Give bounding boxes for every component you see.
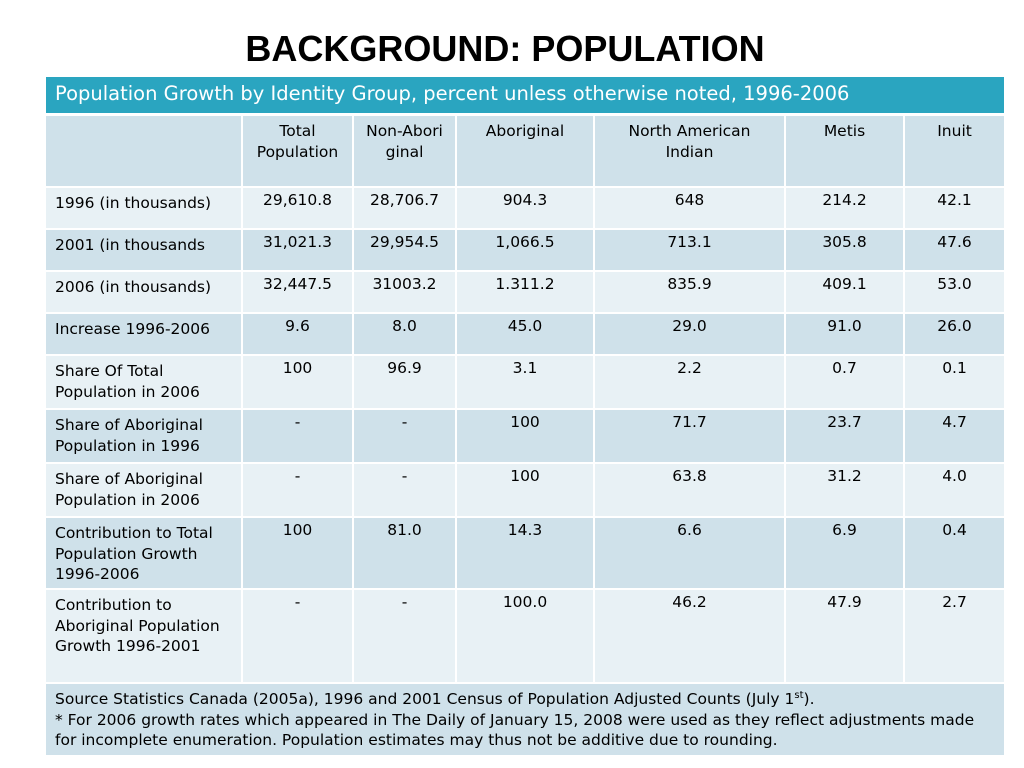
table-cell: 28,706.7 (353, 187, 456, 229)
row-label: Share of Aboriginal Population in 1996 (45, 409, 242, 463)
header-cell-non-aboriginal: Non-Aboriginal (353, 115, 456, 188)
table-cell: 214.2 (785, 187, 904, 229)
table-cell: 23.7 (785, 409, 904, 463)
table-cell: 9.6 (242, 313, 353, 355)
table-cell: 29,610.8 (242, 187, 353, 229)
table-cell: 0.4 (904, 517, 1005, 589)
header-cell-blank (45, 115, 242, 188)
table-cell: 713.1 (594, 229, 785, 271)
row-label: 2006 (in thousands) (45, 271, 242, 313)
header-cell-total-population: Total Population (242, 115, 353, 188)
table-row (45, 589, 1005, 683)
adjustment-note: * For 2006 growth rates which appeared in The Daily of January 15, 2008 were used as they reflect adjustments made for incomplete enumeration. Population estimates may thus not be additive due to rounding. (55, 710, 975, 749)
table-cell: 100 (456, 409, 594, 463)
table-cell: 409.1 (785, 271, 904, 313)
table-caption-row (45, 76, 1005, 115)
table-cell: - (242, 409, 353, 463)
source-text-end: ). (803, 690, 815, 708)
table-cell: 1,066.5 (456, 229, 594, 271)
table-cell: 6.9 (785, 517, 904, 589)
table-row (45, 355, 1005, 409)
row-label: 2001 (in thousands (45, 229, 242, 271)
table-cell: 47.9 (785, 589, 904, 683)
table-cell: - (353, 589, 456, 683)
table-cell: 8.0 (353, 313, 456, 355)
table-cell: 6.6 (594, 517, 785, 589)
table-cell: 96.9 (353, 355, 456, 409)
table-cell: 63.8 (594, 463, 785, 517)
table-row (45, 313, 1005, 355)
table-cell: - (353, 409, 456, 463)
table-cell: 91.0 (785, 313, 904, 355)
table-cell: 648 (594, 187, 785, 229)
header-cell-north-american-indian: North American Indian (594, 115, 785, 188)
table-cell: 3.1 (456, 355, 594, 409)
row-label: Share Of Total Population in 2006 (45, 355, 242, 409)
table-row (45, 409, 1005, 463)
table-cell: - (242, 463, 353, 517)
table-cell: 81.0 (353, 517, 456, 589)
source-superscript: st (794, 689, 804, 701)
table-cell: 835.9 (594, 271, 785, 313)
table-cell: 53.0 (904, 271, 1005, 313)
table-cell: 14.3 (456, 517, 594, 589)
table-cell: 45.0 (456, 313, 594, 355)
header-cell-metis: Metis (785, 115, 904, 188)
table-cell: 31,021.3 (242, 229, 353, 271)
table-cell: 31.2 (785, 463, 904, 517)
table-cell: 29,954.5 (353, 229, 456, 271)
row-label: 1996 (in thousands) (45, 187, 242, 229)
table-cell: 29.0 (594, 313, 785, 355)
table-header-row (45, 115, 1005, 188)
table-cell: 32,447.5 (242, 271, 353, 313)
header-cell-aboriginal: Aboriginal (456, 115, 594, 188)
table-row (45, 187, 1005, 229)
row-label: Contribution to Aboriginal Population Growth 1996-2001 (45, 589, 242, 683)
table-cell: 305.8 (785, 229, 904, 271)
table-row (45, 229, 1005, 271)
table-row (45, 463, 1005, 517)
table-cell: - (242, 589, 353, 683)
row-label: Share of Aboriginal Population in 2006 (45, 463, 242, 517)
table-cell: 26.0 (904, 313, 1005, 355)
table-footnote-row (45, 683, 1005, 756)
table-cell: 2.7 (904, 589, 1005, 683)
source-text: Source Statistics Canada (2005a), 1996 and 2001 Census of Population Adjusted Counts (July 1 (55, 690, 795, 708)
table-cell: 100.0 (456, 589, 594, 683)
table-cell: 71.7 (594, 409, 785, 463)
table-cell: 1.311.2 (456, 271, 594, 313)
row-label: Increase 1996-2006 (45, 313, 242, 355)
table-cell: 46.2 (594, 589, 785, 683)
table-cell: 100 (242, 355, 353, 409)
row-label: Contribution to Total Population Growth 1996-2006 (45, 517, 242, 589)
slide-title: BACKGROUND: POPULATION (245, 28, 765, 69)
table-row (45, 517, 1005, 589)
table-cell: 42.1 (904, 187, 1005, 229)
table-cell: 100 (456, 463, 594, 517)
table-cell: 0.7 (785, 355, 904, 409)
table-row (45, 271, 1005, 313)
table-caption: Population Growth by Identity Group, percent unless otherwise noted, 1996-2006 (45, 76, 1005, 115)
table-cell: 2.2 (594, 355, 785, 409)
table-cell: 31003.2 (353, 271, 456, 313)
header-cell-inuit: Inuit (904, 115, 1005, 188)
table-cell: - (353, 463, 456, 517)
population-table (44, 75, 1006, 757)
table-cell: 47.6 (904, 229, 1005, 271)
table-cell: 4.7 (904, 409, 1005, 463)
table-cell: 904.3 (456, 187, 594, 229)
table-footnote (45, 683, 1005, 756)
table-cell: 4.0 (904, 463, 1005, 517)
table-cell: 0.1 (904, 355, 1005, 409)
table-cell: 100 (242, 517, 353, 589)
